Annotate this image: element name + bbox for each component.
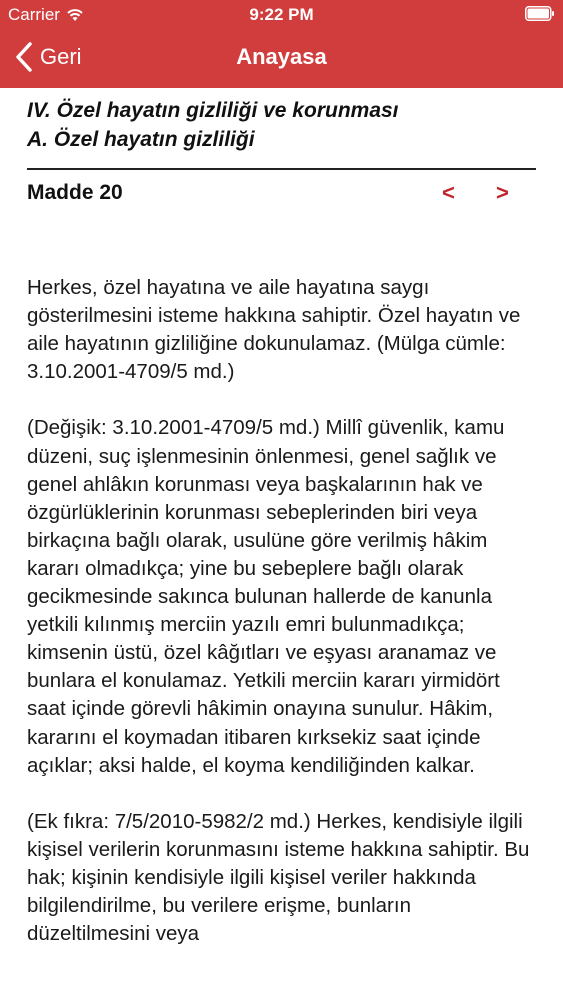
article-paragraph-2: (Değişik: 3.10.2001-4709/5 md.) Millî güvenlik, kamu düzeni, suç işlenmesinin önlenmesi, genel sağlık ve genel ahlâkın korunması veya başkalarının hak ve özgürlüklerinin korunması sebeplerinden biri veya birkaçına bağlı olarak, usulüne göre verilmiş hâkim kararı olmadıkça; yine bu sebeplere bağlı olarak gecikmesinde sakınca bulunan hallerde de kanunla yetkili kılınmış merciin yazılı emri bulunmadıkça; kimsenin üstü, özel kâğıtları ve eşyası aranamaz ve bunlara el konulamaz. Yetkili merciin kararı yirmidört saat içinde görevli hâkimin onayına sunulur. Hâkim, kararını el koymadan itibaren kırksekiz saat içinde açıklar; aksi halde, el koyma kendiliğinden kalkar.: [27, 416, 505, 777]
article-body: [27, 274, 537, 948]
navigation-bar: [0, 30, 563, 88]
section-heading-line2: A. Özel hayatın gizliliği: [27, 128, 255, 151]
battery-icon: [525, 6, 555, 21]
back-label: Geri: [40, 44, 82, 69]
status-bar: [0, 0, 563, 30]
section-heading-line1: IV. Özel hayatın gizliliği ve korunması: [27, 99, 399, 122]
article-label: Madde 20: [27, 181, 123, 204]
previous-article-button[interactable]: <: [442, 180, 455, 205]
status-time: 9:22 PM: [249, 5, 314, 24]
article-paragraph-1: Herkes, özel hayatına ve aile hayatına saygı gösterilmesini isteme hakkına sahiptir. Özel hayatın ve aile hayatının gizliliğine dokunulamaz. (Mülga cümle: 3.10.2001-4709/5 md.): [27, 276, 521, 384]
next-article-button[interactable]: >: [496, 180, 509, 205]
article-content: [27, 96, 537, 976]
carrier-label: Carrier: [8, 5, 60, 24]
article-paragraph-3: (Ek fıkra: 7/5/2010-5982/2 md.) Herkes, kendisiyle ilgili kişisel verilerin korunmasını isteme hakkına sahiptir. Bu hak; kişinin kendisiyle ilgili kişisel veriler hakkında bilgilendirilme, bu verilere erişme, bunların düzeltilmesini veya: [27, 809, 530, 946]
article-header: [27, 170, 537, 230]
top-bar: [0, 0, 563, 88]
page-title: Anayasa: [236, 44, 327, 69]
